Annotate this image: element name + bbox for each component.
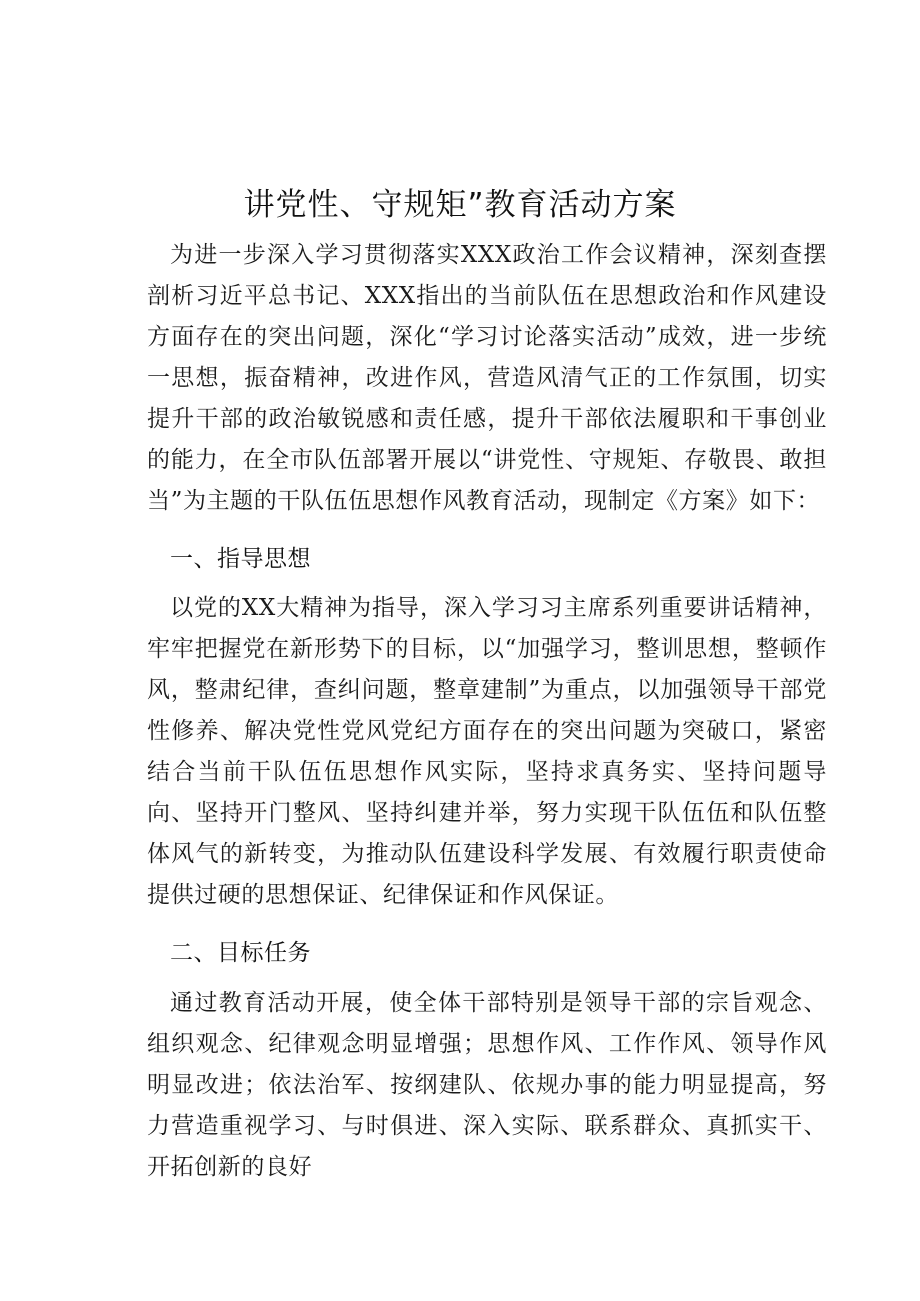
section-heading-objectives: 二、目标任务 <box>170 940 311 966</box>
section-body-guiding-ideology: 以党的XX大精神为指导，深入学习习主席系列重要讲话精神，牢牢把握党在新形势下的目标，以“加强学习，整训思想，整顿作风，整肃纪律，查纠问题，整章建制”为重点，以加强领导干部党性修养、解决党性党风党纪方面存在的突出问题为突破口，紧密结合当前干队伍伍思想作风实际，坚持求真务实、坚持问题导向、坚持开门整风、坚持纠建并举，努力实现干队伍伍和队伍整体风气的新转变，为推动队伍建设科学发展、有效履行职责使命提供过硬的思想保证、纪律保证和作风保证。 <box>147 595 827 908</box>
document-title: 讲党性、守规矩”教育活动方案 <box>243 187 677 223</box>
section-body-objectives: 通过教育活动开展，使全体干部特别是领导干部的宗旨观念、组织观念、纪律观念明显增强；思想作风、工作作风、领导作风明显改进；依法治军、按纲建队、依规办事的能力明显提高，努力营造重视学习、与时俱进、深入实际、联系群众、真抓实干、开拓创新的良好 <box>147 990 827 1180</box>
section-heading-guiding-ideology: 一、指导思想 <box>170 546 311 572</box>
intro-paragraph: 为进一步深入学习贯彻落实XXX政治工作会议精神，深刻查摆剖析习近平总书记、XXX指出的当前队伍在思想政治和作风建设方面存在的突出问题，深化“学习讨论落实活动”成效，进一步统一思想，振奋精神，改进作风，营造风清气正的工作氛围，切实提升干部的政治敏锐感和责任感，提升干部依法履职和干事创业的能力，在全市队伍部署开展以“讲党性、守规矩、存敬畏、敢担当”为主题的干队伍伍思想作风教育活动，现制定《方案》如下： <box>147 242 827 514</box>
